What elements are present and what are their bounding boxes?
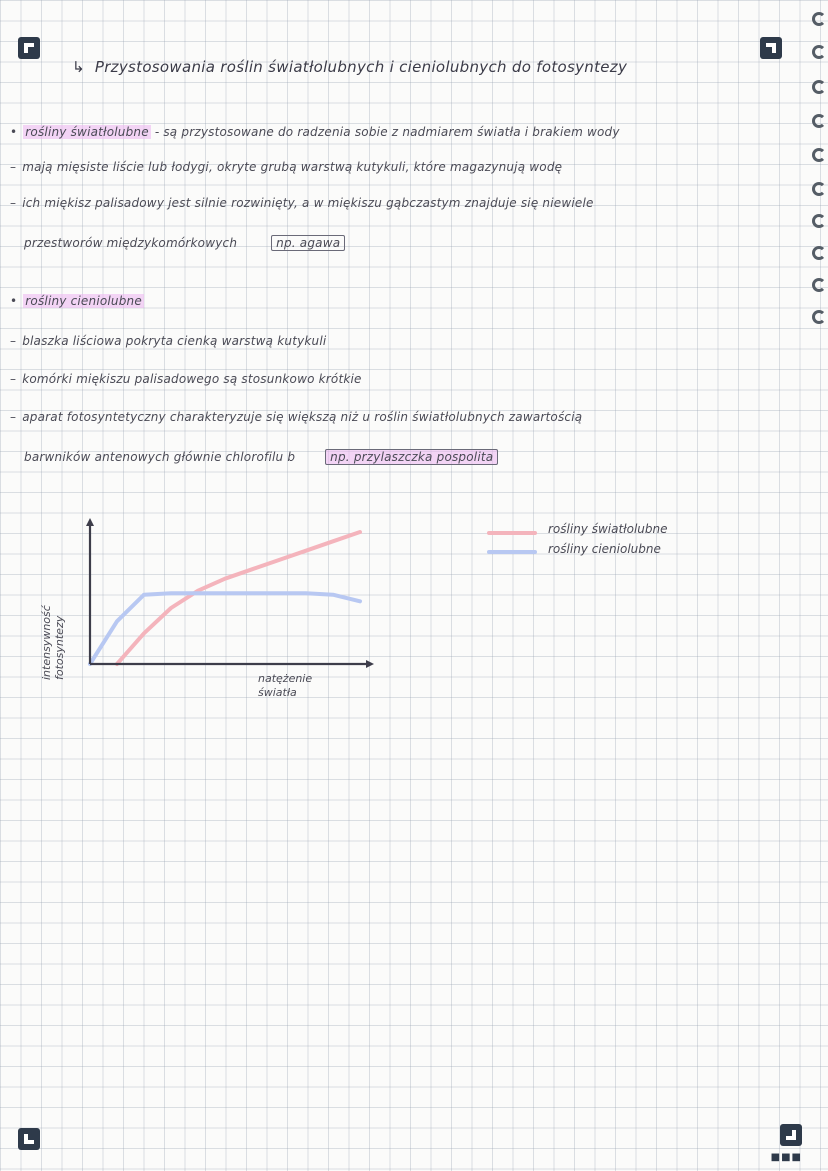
list-item-text: komórki miękiszu palisadowego są stosunkowo krótkie (22, 372, 362, 386)
heading-light-text: rośliny światłolubne (25, 125, 149, 139)
section-heading-shade (10, 294, 144, 308)
bracket-icon (21, 40, 37, 56)
corner-logo-top-right (760, 37, 782, 59)
legend-label-shade: rośliny cieniolubne (548, 542, 661, 556)
list-item: – blaszka liściowa pokryta cienką warstwą kutykuli (10, 334, 327, 348)
legend-swatch-shade (487, 550, 537, 554)
legend-swatch-light (487, 531, 537, 535)
list-item-text: mają mięsiste liście lub łodygi, okryte grubą warstwą kutykuli, które magazynują wodę (22, 160, 563, 174)
heading-light-rest: - są przystosowane do radzenia sobie z nadmiarem światła i brakiem wody (154, 125, 620, 139)
section-heading-light (10, 125, 620, 139)
y-axis-arrow-icon (86, 518, 94, 526)
binding-ring-icon (812, 12, 826, 26)
arrow-icon: ↳ (72, 58, 85, 76)
corner-logo-bottom-right (780, 1124, 802, 1146)
binding-ring-icon (812, 246, 826, 260)
list-item-text: przestworów międzykomórkowych (24, 236, 238, 250)
example-box: np. przylaszczka pospolita (325, 449, 498, 465)
legend-label-light: rośliny światłolubne (548, 522, 668, 536)
dots-icon: ■■■ (770, 1152, 802, 1163)
list-item: – komórki miękiszu palisadowego są stosunkowo krótkie (10, 372, 362, 386)
list-item-text: aparat fotosyntetyczny charakteryzuje się większą niż u roślin światłolubnych zawartością (22, 410, 583, 424)
list-item (24, 450, 498, 464)
list-item (24, 236, 345, 250)
photosynthesis-chart (60, 512, 380, 682)
list-item: – mają mięsiste liście lub łodygi, okryte grubą warstwą kutykuli, które magazynują wodę (10, 160, 563, 174)
list-item: – ich miękisz palisadowy jest silnie rozwinięty, a w miękiszu gąbczastym znajduje się niewiele (10, 196, 594, 210)
bracket-icon (783, 1127, 799, 1143)
bracket-icon (763, 40, 779, 56)
series-line-shade (90, 593, 360, 664)
binding-ring-icon (812, 148, 826, 162)
binding-ring-icon (812, 310, 826, 324)
corner-logo-top-left (18, 37, 40, 59)
page-title (72, 58, 627, 76)
binding-ring-icon (812, 114, 826, 128)
corner-logo-bottom-left (18, 1128, 40, 1150)
binding-ring-icon (812, 278, 826, 292)
bullet-icon: • (10, 294, 18, 308)
x-axis-arrow-icon (366, 660, 374, 668)
x-axis-label: natężenie światła (258, 672, 313, 699)
title-text: Przystosowania roślin światłolubnych i cieniolubnych do fotosyntezy (94, 58, 628, 76)
list-item-text: blaszka liściowa pokryta cienką warstwą kutykuli (22, 334, 327, 348)
series-line-light (117, 532, 360, 664)
binding-ring-icon (812, 214, 826, 228)
list-item-text: ich miękisz palisadowy jest silnie rozwinięty, a w miękiszu gąbczastym znajduje się niewiele (22, 196, 594, 210)
heading-shade-text: rośliny cieniolubne (25, 294, 142, 308)
bullet-icon: • (10, 125, 18, 139)
list-item-text: barwników antenowych głównie chlorofilu b (24, 450, 296, 464)
y-axis-label: intensywność fotosyntezy (40, 605, 66, 680)
bracket-icon (21, 1131, 37, 1147)
binding-ring-icon (812, 182, 826, 196)
example-box: np. agawa (271, 235, 345, 251)
binding-ring-icon (812, 45, 826, 59)
binding-ring-icon (812, 80, 826, 94)
list-item: – aparat fotosyntetyczny charakteryzuje się większą niż u roślin światłolubnych zawartością (10, 410, 583, 424)
